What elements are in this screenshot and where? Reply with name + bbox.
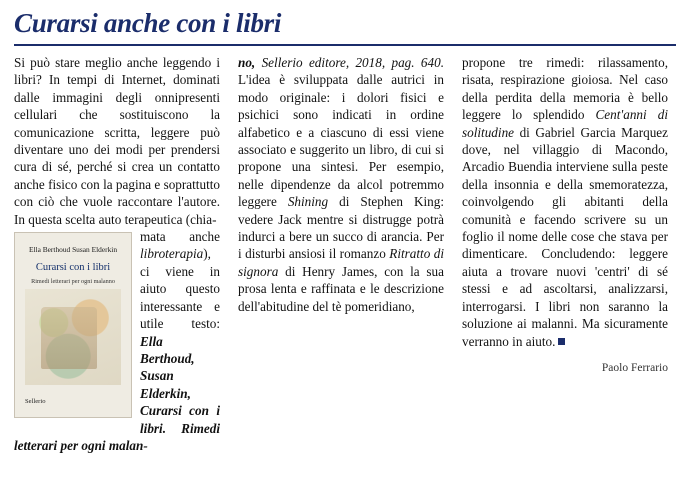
title-divider [14, 44, 676, 46]
col2-book-reference-tail: no, [238, 55, 256, 70]
col2-publication-info: Sellerio editore, 2018, pag. 640. [255, 55, 444, 70]
page-title: Curarsi anche con i libri [14, 8, 282, 38]
column-2-paragraph [238, 54, 444, 315]
article-columns [14, 54, 676, 474]
col2-text-part2: di Stephen King: vedere Jack mentre si distrugge potrà indurci a bere un succo di arancia. Per i disturbi ansiosi il romanzo [238, 194, 444, 262]
column-3-paragraph [462, 54, 668, 350]
col1-text-part3: ), ci viene in aiuto questo interessante e utile testo: [140, 246, 220, 332]
col2-text-part3: di Henry James, con la sua prosa lenta e raffinata e le descrizione dell'abitudine del tè pomeridiano, [238, 263, 444, 314]
col2-text-part1: L'idea è sviluppata dalle autrici in modo originale: i dolori fisici e psichici sono indicati in ordine alfabetico e a ciascuno di essi viene associato e suggerito un libro, di cui si propone una sintesi. Per esempio, nelle dipendenze da alcol potremmo leggere [238, 72, 444, 210]
column-2 [238, 54, 444, 474]
book-cover-authors: Ella Berthoud Susan Elderkin [28, 245, 118, 255]
col1-term-libroterapia: libroterapia [140, 246, 204, 262]
book-cover-subtitle: Rimedi letterari per ogni malanno [31, 278, 115, 286]
byline: Paolo Ferrario [601, 361, 668, 374]
col1-text-part1: Si può stare meglio anche leggendo i libri? In tempi di Internet, dominati dalle immagini degli onnipresenti cellulari che sostituiscono la comunicazione scritta, leggere può diventare uno dei modi per prendersi cura di sé, perché si crea un contatto anche fisico con la pagina e soprattutto con ciò che vuole raccontare l'autore. In questa scelta auto terapeutica (chia- [14, 55, 220, 227]
col3-title-centanni: Cent'anni di solitudine [462, 107, 669, 140]
book-cover-artwork [25, 289, 121, 385]
book-cover-figure [14, 232, 132, 418]
col1-text-part2: mata anche [140, 229, 220, 245]
column-1 [14, 54, 220, 474]
book-cover-title: Curarsi con i libri [35, 262, 111, 274]
end-mark-icon [558, 338, 565, 345]
book-cover-publisher: Sellerio [25, 397, 46, 405]
column-1-paragraph [14, 54, 220, 228]
col2-title-ritratto: Ritratto di signora [238, 246, 444, 279]
col1-book-reference: Ella Berthoud, Susan Elderkin, Curarsi con i libri. Rimedi letterari per ogni malan- [14, 333, 220, 453]
col3-text-part2: di Gabriel Garcia Marquez dove, nel villaggio di Macondo, Arcadio Buendia interviene sulla peste della insonnia e della smemoratezza, coinvolgendo gli abitanti della comunità e facendo scrivere su un foglio il nome delle cose che stava per dimenticare. Concludendo: leggere aiuta a trovare nuovi 'centri' di sé stessi e ad ascoltarsi, analizzarsi, interrogarsi. I libri non saranno la soluzione ai malanni. Ma sicuramente verranno in aiuto. [462, 124, 668, 349]
col3-text-part1: propone tre rimedi: rilassamento, risata, respirazione gioiosa. Nel caso della perdita della memoria è bello leggere lo splendido [462, 55, 668, 123]
column-3 [462, 54, 668, 474]
col2-title-shining: Shining [287, 194, 329, 210]
